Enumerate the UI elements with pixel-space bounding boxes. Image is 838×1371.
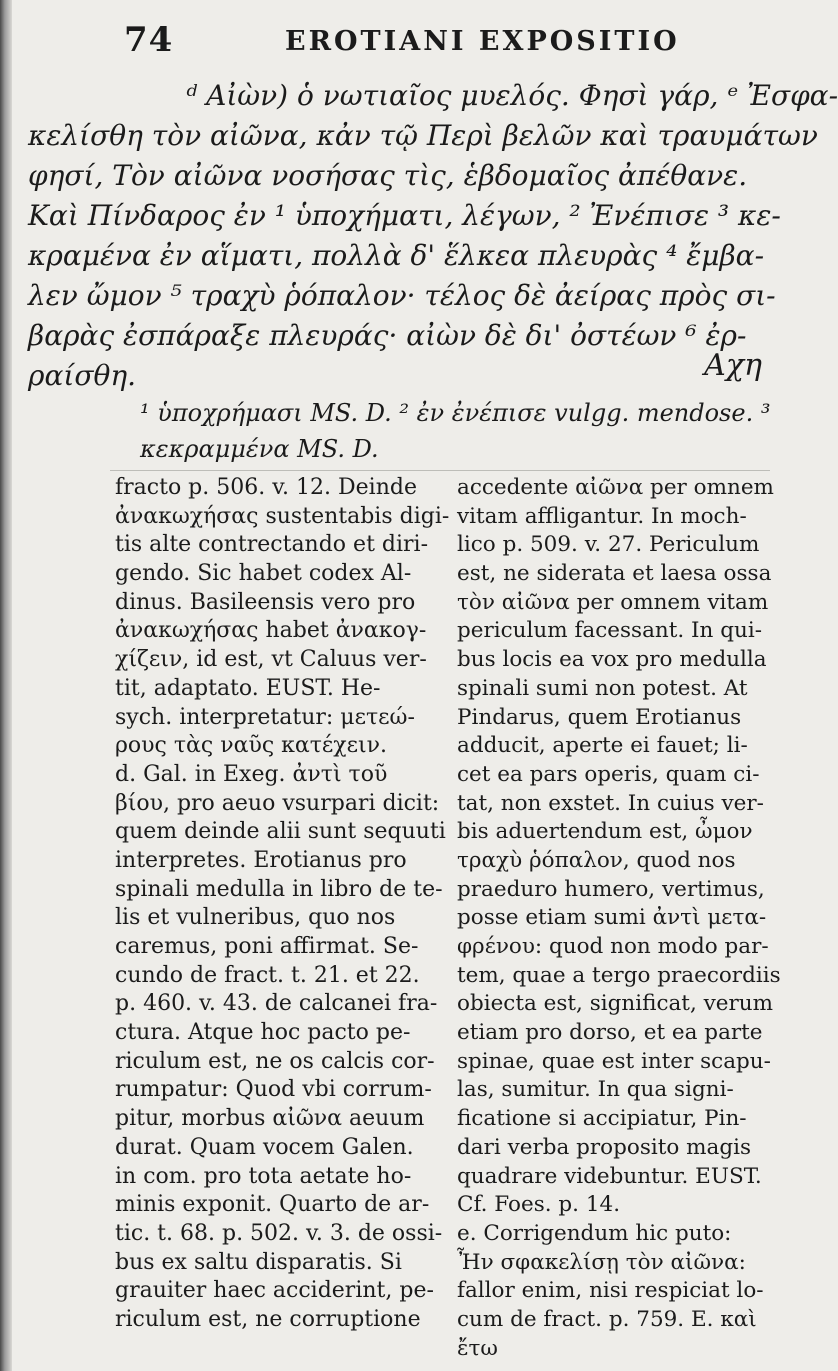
right-column-line: spinali sumi non potest. At: [457, 675, 748, 701]
left-column-line: pitur, morbus αἰῶνα aeuum: [115, 1106, 425, 1132]
left-column-line: in com. pro tota aetate ho-: [115, 1163, 412, 1189]
right-column-line: tat, non exstet. In cuius ver-: [457, 790, 764, 816]
right-column-line: periculum facessant. In qui-: [457, 618, 762, 644]
left-column-line: sych. interpretatur: μετεώ-: [115, 704, 415, 730]
right-column-line: lico p. 509. v. 27. Periculum: [457, 532, 760, 558]
right-column-line: accedente αἰῶνα per omnem: [457, 475, 774, 500]
commentary-left-column: [115, 474, 450, 1335]
left-column-line: p. 460. v. 43. de calcanei fra-: [115, 991, 438, 1017]
left-column-line: tit, adaptato. EUST. He-: [115, 675, 381, 701]
right-column-line: posse etiam sumi ἀντὶ μετα-: [457, 905, 767, 931]
left-column-line: ἀνακωχήσας habet ἀνακογ-: [115, 618, 427, 644]
left-column-line: ρους τὰς ναῦς κατέχειν.: [115, 733, 388, 759]
left-column-line: bus ex saltu disparatis. Si: [115, 1249, 402, 1275]
left-column-line: χίζειν, id est, vt Caluus ver-: [115, 647, 427, 673]
right-column-line: adducit, aperte ei fauet; li-: [457, 733, 748, 759]
right-column-line: etiam pro dorso, et ea parte: [457, 1020, 763, 1046]
left-column-line: gendo. Sic habet codex Al-: [115, 561, 412, 587]
right-column-line: obiecta est, significat, verum: [457, 991, 773, 1017]
left-column-line: cundo de fract. t. 21. et 22.: [115, 962, 420, 988]
running-title: EROTIANI EXPOSITIO: [285, 26, 680, 57]
left-column-line: interpretes. Erotianus pro: [115, 847, 407, 873]
greek-line: κραμένα ἐν αἵματι, πολλὰ δ' ἕλκεα πλευρὰς ⁴ ἔμβα-: [28, 239, 765, 272]
left-column-line: dinus. Basileensis vero pro: [115, 589, 416, 615]
left-column-line: riculum est, ne os calcis cor-: [115, 1048, 435, 1074]
greek-line: φησί, Τὸν αἰῶνα νοσήσας τὶς, ἑβδομαῖος ἀπέθανε.: [28, 159, 748, 192]
left-column-line: βίου, pro aeuo vsurpari dicit:: [115, 790, 440, 816]
left-column-line: fracto p. 506. v. 12. Deinde: [115, 475, 417, 500]
right-column-line: quadrare videbuntur. EUST.: [457, 1163, 762, 1189]
right-column-line: Ἦν σφακελίσῃ τὸν αἰῶνα:: [457, 1249, 746, 1275]
left-column-line: riculum est, ne corruptione: [115, 1306, 421, 1332]
right-column-line: vitam affligantur. In moch-: [457, 503, 747, 529]
right-column-line: spinae, quae est inter scapu-: [457, 1048, 771, 1074]
greek-line: βαρὰς ἐσπάραξε πλευράς· αἰὼν δὲ δι' ὀστέων ⁶ ἐρ-: [28, 319, 747, 352]
left-column-line: grauiter haec acciderint, pe-: [115, 1278, 434, 1304]
left-column-line: tis alte contrectando et diri-: [115, 532, 429, 558]
right-column-line: cum de fract. p. 759. E. καὶ: [457, 1306, 757, 1332]
right-column-line: e. Corrigendum hic puto:: [457, 1220, 732, 1246]
right-column-line: τραχὺ ῥόπαλον, quod nos: [457, 847, 736, 873]
right-column-line: est, ne siderata et laesa ossa: [457, 561, 772, 587]
left-column-line: d. Gal. in Exeg. ἀντὶ τοῦ: [115, 761, 388, 787]
left-column-line: minis exponit. Quarto de ar-: [115, 1192, 430, 1218]
right-column-line: ficatione si accipiatur, Pin-: [457, 1106, 747, 1132]
left-column-line: spinali medulla in libro de te-: [115, 876, 443, 902]
left-column-line: quem deinde alii sunt sequuti: [115, 819, 446, 845]
footnote-line: κεκραμμένα MS. D.: [140, 435, 379, 463]
left-column-line: rumpatur: Quod vbi corrum-: [115, 1077, 432, 1103]
greek-entry-block: [28, 76, 838, 396]
right-column-line: praeduro humero, vertimus,: [457, 876, 765, 902]
right-column-line: las, sumitur. In qua signi-: [457, 1077, 734, 1103]
right-column-line: fallor enim, nisi respiciat lo-: [457, 1278, 764, 1304]
greek-line: ᵈ Αἰὼν) ὁ νωτιαῖος μυελός. Φησὶ γάρ, ᵉ Ἐσφα-: [186, 79, 838, 112]
right-column-line: Cf. Foes. p. 14.: [457, 1192, 621, 1218]
right-column-line: tem, quae a tergo praecordiis: [457, 962, 781, 988]
footnote-line: ¹ ὑποχρήμασι MS. D. ² ἐν ἐνέπισε vulgg. mendose. ³: [140, 399, 771, 427]
greek-line: ραίσθη.: [28, 359, 136, 392]
right-column-line: cet ea pars operis, quam ci-: [457, 761, 760, 787]
right-column-line: τὸν αἰῶνα per omnem vitam: [457, 589, 769, 615]
left-column-line: tic. t. 68. p. 502. v. 3. de ossi-: [115, 1220, 443, 1246]
right-column-line: Pindarus, quem Erotianus: [457, 704, 742, 730]
right-column-line: ἔτω: [457, 1335, 498, 1361]
greek-line: Καὶ Πίνδαρος ἐν ¹ ὑποχήματι, λέγων, ² Ἐνέπισε ³ κε-: [28, 199, 781, 232]
right-column-line: bus locis ea vox pro medulla: [457, 647, 767, 673]
left-column-line: caremus, poni affirmat. Se-: [115, 934, 419, 959]
greek-line: κελίσθη τὸν αἰῶνα, κἀν τῷ Περὶ βελῶν καὶ τραυμάτων: [28, 119, 818, 152]
left-column-line: ctura. Atque hoc pacto pe-: [115, 1020, 411, 1046]
page-number: 74: [124, 20, 174, 60]
right-column-line: bis aduertendum est, ὦμον: [457, 819, 753, 845]
page-header: [0, 20, 800, 70]
book-spine-shadow: [0, 0, 12, 1371]
right-column-line: dari verba proposito magis: [457, 1134, 752, 1160]
catchword: Αχη: [704, 348, 762, 383]
commentary-right-column: [457, 474, 781, 1363]
greek-line: λεν ὤμον ⁵ τραχὺ ῥόπαλον· τέλος δὲ ἀείρας πρὸς σι-: [28, 279, 776, 312]
left-column-line: lis et vulneribus, quo nos: [115, 905, 396, 931]
footnote-rule: [110, 470, 770, 471]
right-column-line: φρένου: quod non modo par-: [457, 934, 769, 959]
left-column-line: durat. Quam vocem Galen.: [115, 1134, 414, 1160]
left-column-line: ἀνακωχήσας sustentabis digi-: [115, 503, 450, 529]
footnotes: [140, 395, 780, 467]
